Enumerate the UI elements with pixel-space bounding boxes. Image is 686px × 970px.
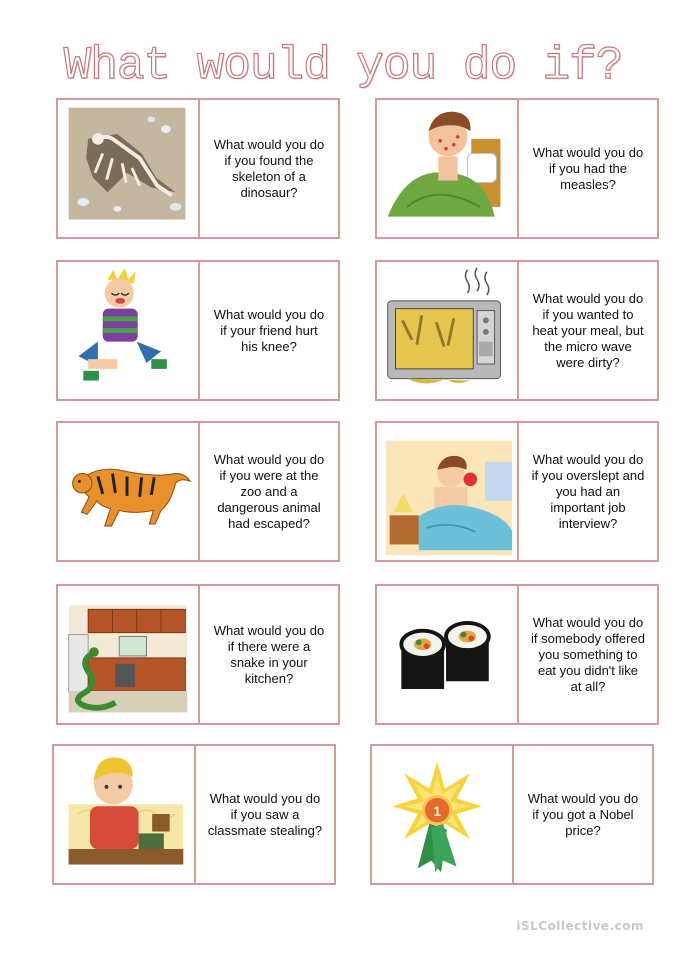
question-text: What would you do if you got a Nobel price? bbox=[527, 790, 639, 838]
boy-overslept-alarm-clock-illustration bbox=[377, 423, 519, 560]
question-card bbox=[375, 584, 659, 725]
sushi-rolls-illustration bbox=[377, 586, 519, 723]
sick-boy-in-bed-illustration bbox=[377, 100, 519, 237]
question-text: What would you do if somebody offered you something to eat you didn't like at all? bbox=[531, 614, 645, 694]
crying-boy-hurt-knee-illustration bbox=[58, 262, 200, 399]
award-ribbon-medal-illustration bbox=[372, 746, 514, 883]
question-card bbox=[56, 98, 340, 239]
svg-text:1: 1 bbox=[433, 803, 441, 819]
question-text: What would you do if you had the measles? bbox=[532, 144, 644, 192]
question-card bbox=[375, 98, 659, 239]
question-card bbox=[56, 584, 340, 725]
question-text: What would you do if you saw a classmate stealing? bbox=[207, 790, 323, 838]
question-card bbox=[375, 421, 659, 562]
question-card bbox=[52, 744, 336, 885]
page-title: What would you do if? bbox=[63, 40, 623, 92]
question-card bbox=[56, 260, 340, 401]
watermark: iSLCollective.com bbox=[516, 919, 644, 933]
dirty-microwave-illustration bbox=[377, 262, 519, 399]
question-text: What would you do if you were at the zoo and a dangerous animal had escaped? bbox=[213, 451, 325, 531]
dinosaur-fossil-illustration bbox=[58, 100, 200, 237]
snake-in-kitchen-illustration bbox=[58, 586, 200, 723]
question-text: What would you do if you wanted to heat your meal, but the micro wave were dirty? bbox=[532, 290, 644, 370]
question-card bbox=[370, 744, 654, 885]
question-text: What would you do if your friend hurt his knee? bbox=[213, 306, 325, 354]
question-text: What would you do if there were a snake in your kitchen? bbox=[213, 622, 325, 686]
question-card bbox=[56, 421, 340, 562]
question-text: What would you do if you found the skeleton of a dinosaur? bbox=[213, 136, 325, 200]
tiger-illustration bbox=[58, 423, 200, 560]
boy-stealing-wallet-illustration bbox=[54, 746, 196, 883]
question-text: What would you do if you overslept and you had an important job interview? bbox=[531, 451, 645, 531]
question-card bbox=[375, 260, 659, 401]
